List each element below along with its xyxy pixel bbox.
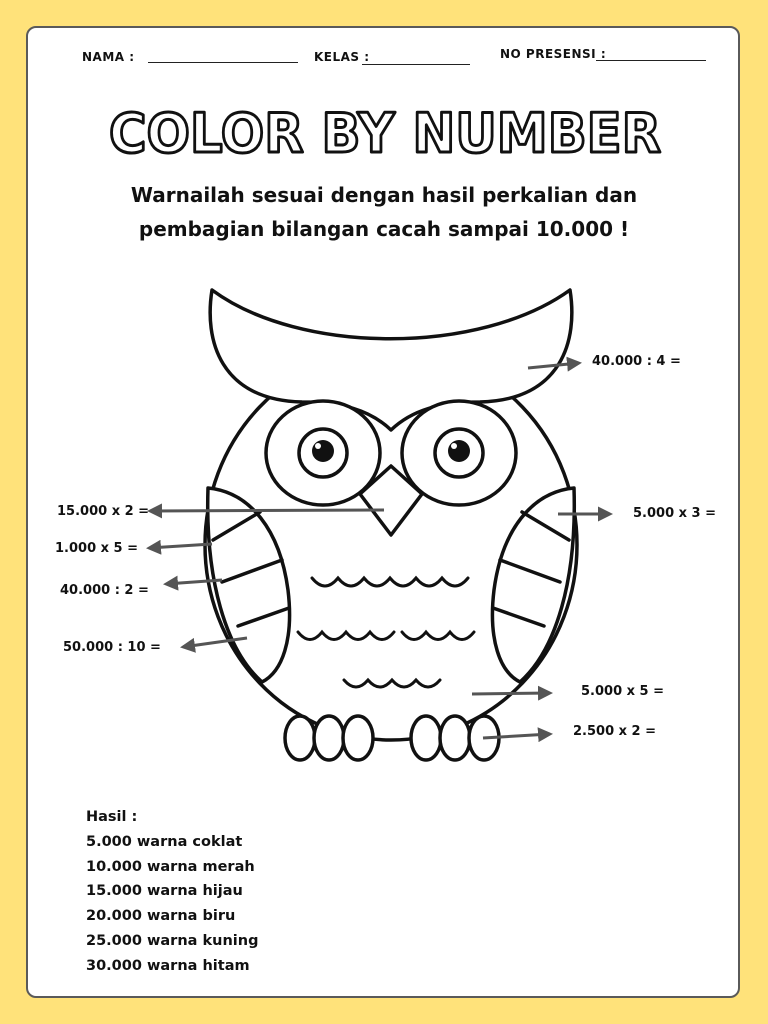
equation-belly-bottom: 5.000 x 5 = — [581, 684, 665, 699]
page-title: COLOR BY NUMBER — [109, 102, 661, 165]
instruction-line-2: pembagian bilangan cacah sampai 10.000 ! — [138, 217, 630, 241]
owl-right-toe-1 — [411, 716, 441, 760]
legend-title: Hasil : — [86, 809, 138, 825]
legend-item: 20.000 warna biru — [86, 908, 236, 925]
legend-item: 25.000 warna kuning — [86, 932, 259, 949]
legend-item: 5.000 warna coklat — [86, 833, 243, 850]
equation-beak: 15.000 x 2 = — [57, 504, 150, 519]
owl-right-pupil — [448, 440, 470, 462]
presensi-label: NO PRESENSI : — [500, 47, 607, 61]
kelas-label: KELAS : — [314, 50, 370, 64]
equation-body-left: 50.000 : 10 = — [63, 640, 161, 655]
equation-wing-right: 5.000 x 3 = — [633, 506, 717, 521]
color-legend — [86, 805, 258, 979]
nama-label: NAMA : — [82, 50, 135, 64]
owl-right-toe-2 — [440, 716, 470, 760]
legend-item: 15.000 warna hijau — [86, 883, 243, 900]
equation-feet: 2.500 x 2 = — [573, 724, 657, 739]
owl-left-pupil — [312, 440, 334, 462]
legend-item: 30.000 warna hitam — [86, 957, 250, 974]
equation-wing-left-inner: 40.000 : 2 = — [60, 583, 149, 598]
owl-left-toe-2 — [314, 716, 344, 760]
owl-left-toe-3 — [343, 716, 373, 760]
equation-wing-left-outer: 1.000 x 5 = — [55, 541, 139, 556]
instruction-line-1: Warnailah sesuai dengan hasil perkalian dan — [130, 183, 638, 207]
arrow-wing-left-outer — [149, 544, 212, 548]
owl-left-toe-1 — [285, 716, 315, 760]
equation-head-top: 40.000 : 4 = — [592, 354, 681, 369]
arrow-beak — [150, 510, 384, 511]
legend-item: 10.000 warna merah — [86, 858, 255, 875]
arrow-belly-bottom — [472, 693, 550, 694]
